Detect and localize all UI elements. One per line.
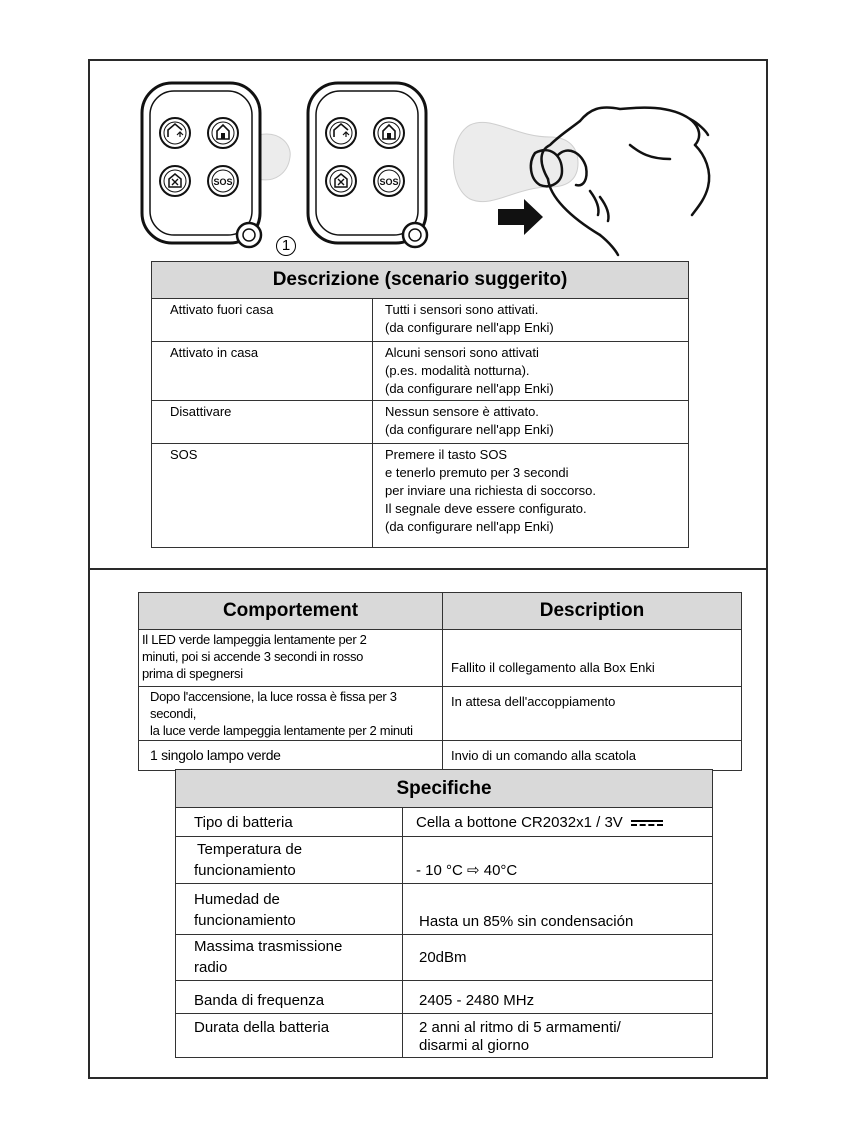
spec-label bbox=[176, 884, 403, 935]
description-cell: In attesa dell'accoppiamento bbox=[443, 687, 742, 741]
behavior-line: prima di spegnersi bbox=[142, 666, 243, 681]
spec-value: 20dBm bbox=[403, 935, 713, 981]
table-row bbox=[176, 1014, 713, 1058]
battery-coin-1 bbox=[258, 134, 290, 180]
hand-icon bbox=[531, 108, 709, 256]
behavior-header: Comportement bbox=[139, 593, 443, 630]
spec-value-line: disarmi al giorno bbox=[419, 1037, 530, 1054]
description-cell: Fallito il collegamento alla Box Enki bbox=[443, 630, 742, 687]
spec-label-line: Massima trasmissione bbox=[194, 938, 343, 955]
remote-illustration bbox=[130, 75, 730, 265]
behavior-cell bbox=[139, 687, 443, 741]
table-row bbox=[152, 342, 689, 401]
description-line: per inviare una richiesta di soccorso. bbox=[385, 483, 596, 498]
specs-table-title: Specifiche bbox=[176, 770, 713, 808]
spec-label-line: funcionamiento bbox=[194, 862, 296, 879]
spec-label-line: Humedad de bbox=[194, 891, 280, 908]
dc-voltage-icon bbox=[631, 819, 663, 827]
behavior-cell: 1 singolo lampo verde bbox=[139, 741, 443, 771]
spec-label: Banda di frequenza bbox=[176, 981, 403, 1014]
spec-value bbox=[403, 808, 713, 837]
table-row bbox=[176, 935, 713, 981]
spec-value: Hasta un 85% sin condensación bbox=[403, 884, 713, 935]
mode-cell: Attivato in casa bbox=[152, 342, 373, 401]
spec-label: Durata della batteria bbox=[176, 1014, 403, 1058]
step-number: 1 bbox=[276, 236, 296, 256]
spec-value-text: Cella a bottone CR2032x1 / 3V bbox=[416, 813, 623, 831]
table-row bbox=[152, 299, 689, 342]
mode-cell: Attivato fuori casa bbox=[152, 299, 373, 342]
description-line: (da configurare nell'app Enki) bbox=[385, 422, 554, 437]
description-line: (da configurare nell'app Enki) bbox=[385, 320, 554, 335]
scenario-table-title: Descrizione (scenario suggerito) bbox=[152, 262, 689, 299]
spec-label bbox=[176, 837, 403, 884]
description-line: (p.es. modalità notturna). bbox=[385, 363, 530, 378]
description-line: Tutti i sensori sono attivati. bbox=[385, 302, 539, 317]
spec-label bbox=[176, 935, 403, 981]
description-cell bbox=[373, 342, 689, 401]
spec-value bbox=[403, 1014, 713, 1058]
table-row bbox=[152, 444, 689, 548]
description-header: Description bbox=[443, 593, 742, 630]
table-row bbox=[176, 884, 713, 935]
description-line: Il segnale deve essere configurato. bbox=[385, 501, 587, 516]
description-line: Premere il tasto SOS bbox=[385, 447, 508, 462]
battery-coin-2 bbox=[454, 122, 579, 201]
behavior-table bbox=[138, 592, 742, 771]
table-row bbox=[139, 741, 742, 771]
scenario-table bbox=[151, 261, 689, 548]
table-row bbox=[139, 630, 742, 687]
spec-label: Tipo di batteria bbox=[176, 808, 403, 837]
description-cell bbox=[373, 444, 689, 548]
spec-value: 2405 - 2480 MHz bbox=[403, 981, 713, 1014]
remote-1 bbox=[142, 83, 261, 247]
description-cell bbox=[373, 401, 689, 444]
spec-label-line: funcionamiento bbox=[194, 912, 296, 929]
behavior-line: minuti, poi si accende 3 secondi in rosso bbox=[142, 649, 364, 664]
specs-table bbox=[175, 769, 713, 1058]
mode-cell: SOS bbox=[152, 444, 373, 548]
table-row bbox=[176, 981, 713, 1014]
pull-arrow-icon bbox=[498, 199, 543, 235]
behavior-line: Il LED verde lampeggia lentamente per 2 bbox=[142, 632, 367, 647]
description-line: (da configurare nell'app Enki) bbox=[385, 519, 554, 534]
remote-2 bbox=[308, 83, 427, 247]
behavior-line: Dopo l'accensione, la luce rossa è fissa per 3 secondi, bbox=[150, 689, 397, 721]
behavior-cell bbox=[139, 630, 443, 687]
svg-text:SOS: SOS bbox=[379, 177, 399, 187]
table-row bbox=[176, 808, 713, 837]
spec-value-line: 2 anni al ritmo di 5 armamenti/ bbox=[419, 1019, 621, 1036]
description-line: (da configurare nell'app Enki) bbox=[385, 381, 554, 396]
section-divider bbox=[88, 568, 768, 570]
table-row bbox=[152, 401, 689, 444]
description-line: Nessun sensore è attivato. bbox=[385, 404, 539, 419]
description-line: e tenerlo premuto per 3 secondi bbox=[385, 465, 569, 480]
spec-value: - 10 °C ⇨ 40°C bbox=[403, 837, 713, 884]
table-row bbox=[139, 687, 742, 741]
spec-label-line: Temperatura de bbox=[197, 841, 303, 858]
mode-cell: Disattivare bbox=[152, 401, 373, 444]
behavior-line: la luce verde lampeggia lentamente per 2 minuti bbox=[150, 723, 413, 738]
description-cell: Invio di un comando alla scatola bbox=[443, 741, 742, 771]
description-cell bbox=[373, 299, 689, 342]
spec-label-line: radio bbox=[194, 959, 228, 976]
table-row bbox=[176, 837, 713, 884]
svg-text:SOS: SOS bbox=[213, 177, 233, 187]
description-line: Alcuni sensori sono attivati bbox=[385, 345, 539, 360]
